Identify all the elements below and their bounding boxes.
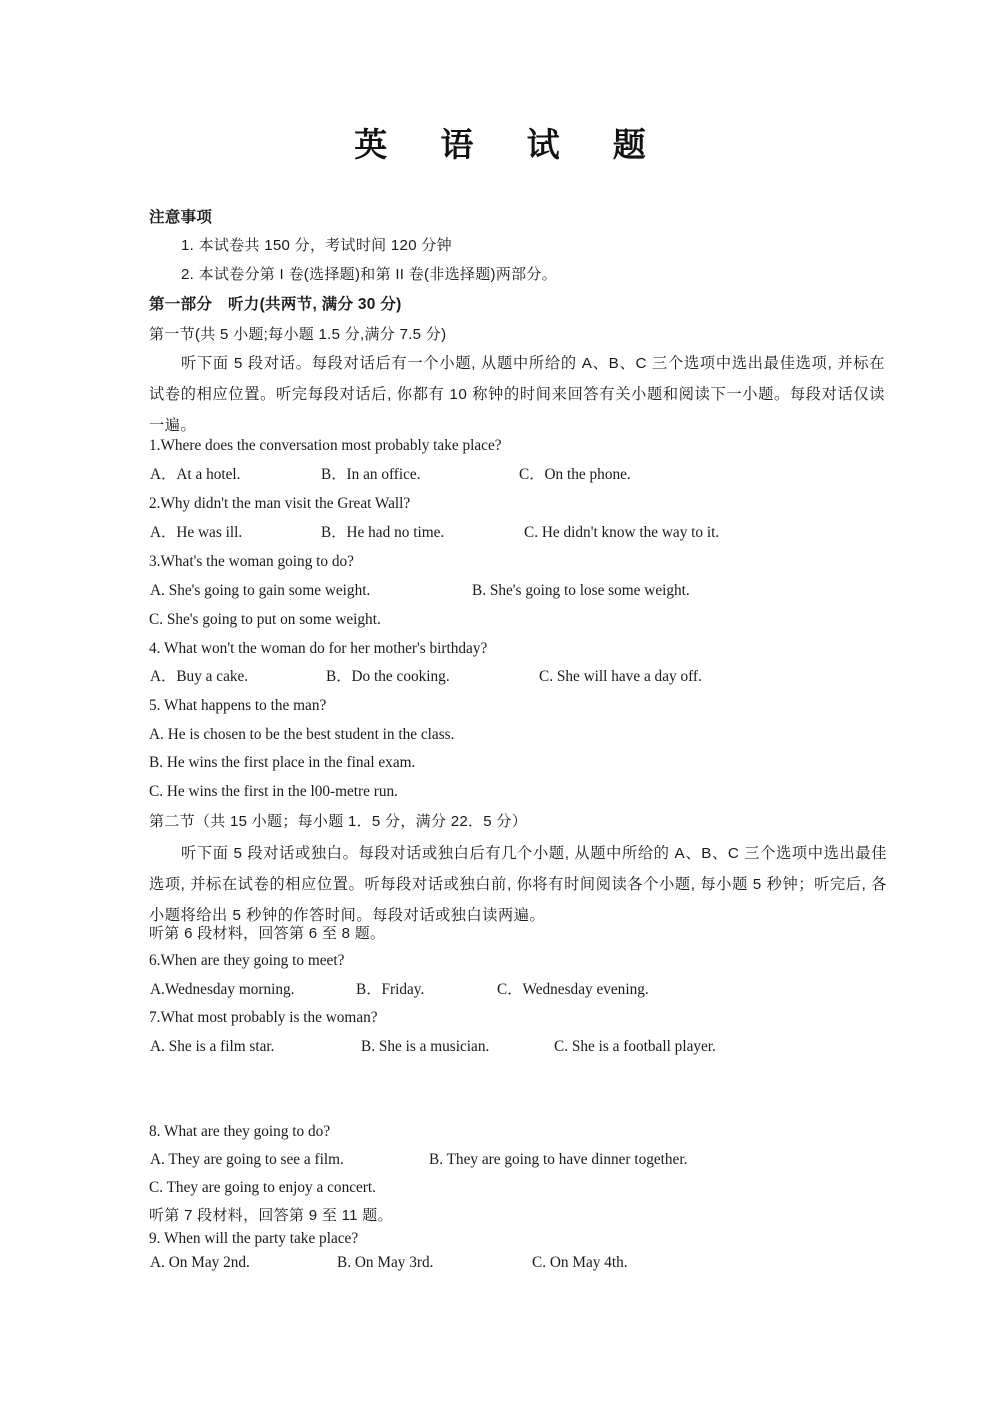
question-2-stem: 2.Why didn't the man visit the Great Wall? <box>149 495 411 512</box>
question-9-stem: 9. When will the party take place? <box>149 1230 359 1247</box>
question-8-option-a[interactable]: A. They are going to see a film. <box>150 1151 344 1168</box>
notice-item-2: 2. 本试卷分第 I 卷(选择题)和第 II 卷(非选择题)两部分。 <box>181 266 558 283</box>
question-5-option-b[interactable]: B. He wins the first place in the final exam. <box>149 754 416 771</box>
listening-cue-passage-seven: 听第 7 段材料，回答第 9 至 11 题。 <box>149 1207 393 1224</box>
question-2-option-b[interactable]: B．He had no time. <box>321 524 445 541</box>
question-3-option-c[interactable]: C. She's going to put on some weight. <box>149 611 381 628</box>
question-8-option-c[interactable]: C. They are going to enjoy a concert. <box>149 1179 376 1196</box>
question-8-options <box>149 1150 909 1171</box>
part-one-heading: 第一部分 听力(共两节, 满分 30 分) <box>149 296 402 313</box>
question-3-option-b[interactable]: B. She's going to lose some weight. <box>472 582 690 599</box>
question-7-stem: 7.What most probably is the woman? <box>149 1009 378 1026</box>
question-9-option-b[interactable]: B. On May 3rd. <box>337 1254 434 1271</box>
question-4-option-c[interactable]: C. She will have a day off. <box>539 668 702 685</box>
question-5-stem: 5. What happens to the man? <box>149 697 327 714</box>
question-6-options <box>149 980 909 1001</box>
question-3-stem: 3.What's the woman going to do? <box>149 553 354 570</box>
question-5-option-c[interactable]: C. He wins the first in the l00-metre run. <box>149 783 398 800</box>
question-8-option-b[interactable]: B. They are going to have dinner together. <box>429 1151 688 1168</box>
question-9-option-a[interactable]: A. On May 2nd. <box>150 1254 250 1271</box>
question-4-option-a[interactable]: A．Buy a cake. <box>150 668 249 685</box>
section-two-instruction: 听下面 5 段对话或独白。每段对话或独白后有几个小题, 从题中所给的 A、B、C 三个选项中选出最佳选项, 并标在试卷的相应位置。听每段对话或独白前, 你将有时间阅读各个小题, 每小题 5 秒钟；听完后, 各小题将给出 5 秒钟的作答时间。每段对话或独白读两遍。 <box>149 845 887 924</box>
notice-heading: 注意事项 <box>149 209 213 226</box>
section-one-heading: 第一节(共 5 小题;每小题 1.5 分,满分 7.5 分) <box>149 326 447 343</box>
notice-item-1: 1. 本试卷共 150 分，考试时间 120 分钟 <box>181 237 452 254</box>
question-6-option-c[interactable]: C．Wednesday evening. <box>497 981 649 998</box>
question-5-option-a[interactable]: A. He is chosen to be the best student in the class. <box>149 726 455 743</box>
question-7-option-c[interactable]: C. She is a football player. <box>554 1038 716 1055</box>
page-title: 英 语 试 题 <box>354 126 668 163</box>
question-3-option-a[interactable]: A. She's going to gain some weight. <box>150 582 371 599</box>
question-6-stem: 6.When are they going to meet? <box>149 952 345 969</box>
question-6-option-b[interactable]: B．Friday. <box>356 981 425 998</box>
section-two-heading: 第二节（共 15 小题；每小题 1．5 分，满分 22．5 分） <box>149 813 528 830</box>
question-1-option-b[interactable]: B．In an office. <box>321 466 421 483</box>
question-3-options <box>149 581 909 602</box>
question-7-option-b[interactable]: B. She is a musician. <box>361 1038 490 1055</box>
question-1-stem: 1.Where does the conversation most probably take place? <box>149 437 502 454</box>
question-9-options <box>149 1253 909 1274</box>
question-1-option-c[interactable]: C．On the phone. <box>519 466 631 483</box>
question-7-option-a[interactable]: A. She is a film star. <box>150 1038 275 1055</box>
question-6-option-a[interactable]: A.Wednesday morning. <box>150 981 295 998</box>
question-1-option-a[interactable]: A．At a hotel. <box>150 466 241 483</box>
question-2-options <box>149 523 909 544</box>
question-4-option-b[interactable]: B．Do the cooking. <box>326 668 450 685</box>
question-4-options <box>149 667 909 688</box>
question-2-option-c[interactable]: C. He didn't know the way to it. <box>524 524 720 541</box>
section-one-instruction: 听下面 5 段对话。每段对话后有一个小题, 从题中所给的 A、B、C 三个选项中选出最佳选项, 并标在试卷的相应位置。听完每段对话后, 你都有 10 称钟的时间来回答有关小题和阅读下一小题。每段对话仅读一遍。 <box>149 355 885 434</box>
question-4-stem: 4. What won't the woman do for her mother's birthday? <box>149 640 488 657</box>
question-9-option-c[interactable]: C. On May 4th. <box>532 1254 628 1271</box>
question-8-stem: 8. What are they going to do? <box>149 1123 331 1140</box>
question-1-options <box>149 465 909 486</box>
question-7-options <box>149 1037 909 1058</box>
listening-cue-passage-six: 听第 6 段材料，回答第 6 至 8 题。 <box>149 925 386 942</box>
question-2-option-a[interactable]: A．He was ill. <box>150 524 243 541</box>
